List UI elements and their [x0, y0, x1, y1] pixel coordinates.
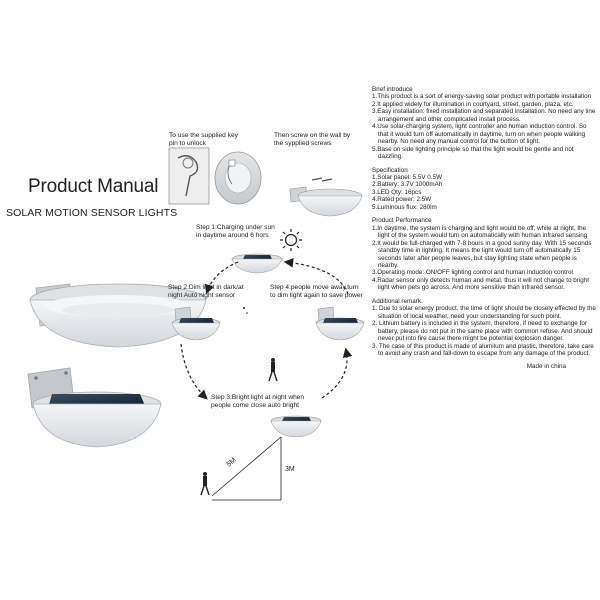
- list-item: 2.It would be full-charged with 7-8 hours in a good sunny day. With 15 seconds standby time in lighting. It means the light would turn off automatically 15 seconds later after people leaves, but stay lighting state when people is nearby.: [372, 239, 592, 269]
- wall-mount-photo: [290, 178, 362, 216]
- list-item: 3.Easy installation: fixed installation and separated installation. No need any line arrangement and other complicated install process.: [372, 108, 596, 123]
- height-label: 3M: [285, 466, 295, 473]
- list-item: 3.LED Qty: 16pcs: [372, 188, 422, 196]
- product-photo-bottom: [28, 368, 161, 447]
- person-icon-far: [201, 472, 209, 495]
- sun-icon: [280, 229, 302, 251]
- lamp-step1: [232, 254, 282, 273]
- list-item: 4.Radar sensor only detects human and metal, thus it will not change to bright light when pets go across. And more sensitive than infrared sensor.: [372, 276, 590, 292]
- page-title: Product Manual: [28, 176, 159, 197]
- remark-heading: Additional remark.: [372, 297, 423, 305]
- list-item: 2.Battery: 3.7V 1000mAh: [372, 181, 443, 189]
- moon-icon: [228, 307, 248, 325]
- list-item: 1.This product is a sort of energy-saving solar product with portable installation: [372, 93, 592, 101]
- list-item: 4.Rated power: 2.5W: [372, 196, 432, 204]
- intro-list: [372, 93, 596, 160]
- page-subtitle: SOLAR MOTION SENSOR LIGHTS: [6, 207, 178, 219]
- intro-heading: Brief introduce: [372, 86, 413, 93]
- distance-diagram: [212, 437, 281, 500]
- remark-list: [372, 305, 596, 357]
- list-item: 5.Luminous flux: 280lm: [372, 203, 437, 211]
- distance-label: 5M: [225, 456, 238, 469]
- list-item: 4.Use solar-charging system, light controller and human induction control. So that it would turn off automatically in daytime, turn on when people walking nearby. No need any manual control for the button of light.: [372, 123, 587, 146]
- list-item: 3. The case of this product is made of alumilum and plastic, therefore, take care to avoid any crash and fall-down to escape from any damage of the product.: [372, 342, 594, 357]
- step4-caption: Step 4:people move away,turn to dim light again to save power: [270, 284, 363, 299]
- screw-caption: Then screw on the wall by the sypplied screws: [274, 132, 351, 147]
- list-item: 5.Base on side lighting principle so that the light would be gentle and not dazzling.: [372, 145, 574, 161]
- spec-list: [372, 174, 596, 211]
- unlock-caption: To use the supplied key pin to unlock: [169, 132, 238, 147]
- lamp-step3: [271, 416, 321, 437]
- step2-caption: Step 2:Dim light in dark/at night Auto night sensor: [168, 284, 244, 299]
- manual-text: [372, 86, 596, 371]
- performance-heading: Product Performance: [372, 217, 432, 225]
- lamp-back-photo: [215, 152, 261, 204]
- list-item: 2.It applied widely for illumination in courtyard, street, garden, plaza, etc.: [372, 100, 574, 108]
- made-in-label: Made in china: [526, 363, 566, 371]
- list-item: 1.In daytime, the system is charging and light would be off; while at night, the light of the system would turn on automatically with human infrared sensing: [372, 224, 588, 240]
- list-item: 1.Solar panel: 5.5V 0.5W: [372, 173, 443, 181]
- spec-heading: Specification: [372, 166, 408, 174]
- unlock-photo: [169, 148, 209, 204]
- step3-caption: Step 3:Bright light at night when people come close auto bright: [211, 394, 305, 409]
- list-item: 2. Lithium battery is included in the system, therefore, if need to exchange for battery, please do not put in the same place with common refuse. And should never put into fire cause there might be potential explosion danger.: [372, 320, 593, 343]
- step1-caption: Step 1:Charging under sun in daytime around 6 hors: [196, 224, 275, 239]
- list-item: 3.Operating mode: ON/OFF lighting control and human induction control.: [372, 269, 575, 277]
- person-icon-near: [269, 358, 277, 381]
- performance-list: [372, 225, 596, 292]
- list-item: 1. Due to solar energy product, the time of light should be closely effected by the situation of local weather, need your understanding for such point.: [372, 305, 596, 320]
- lamp-step4: [316, 307, 364, 340]
- moon-icon-step3: [256, 414, 267, 428]
